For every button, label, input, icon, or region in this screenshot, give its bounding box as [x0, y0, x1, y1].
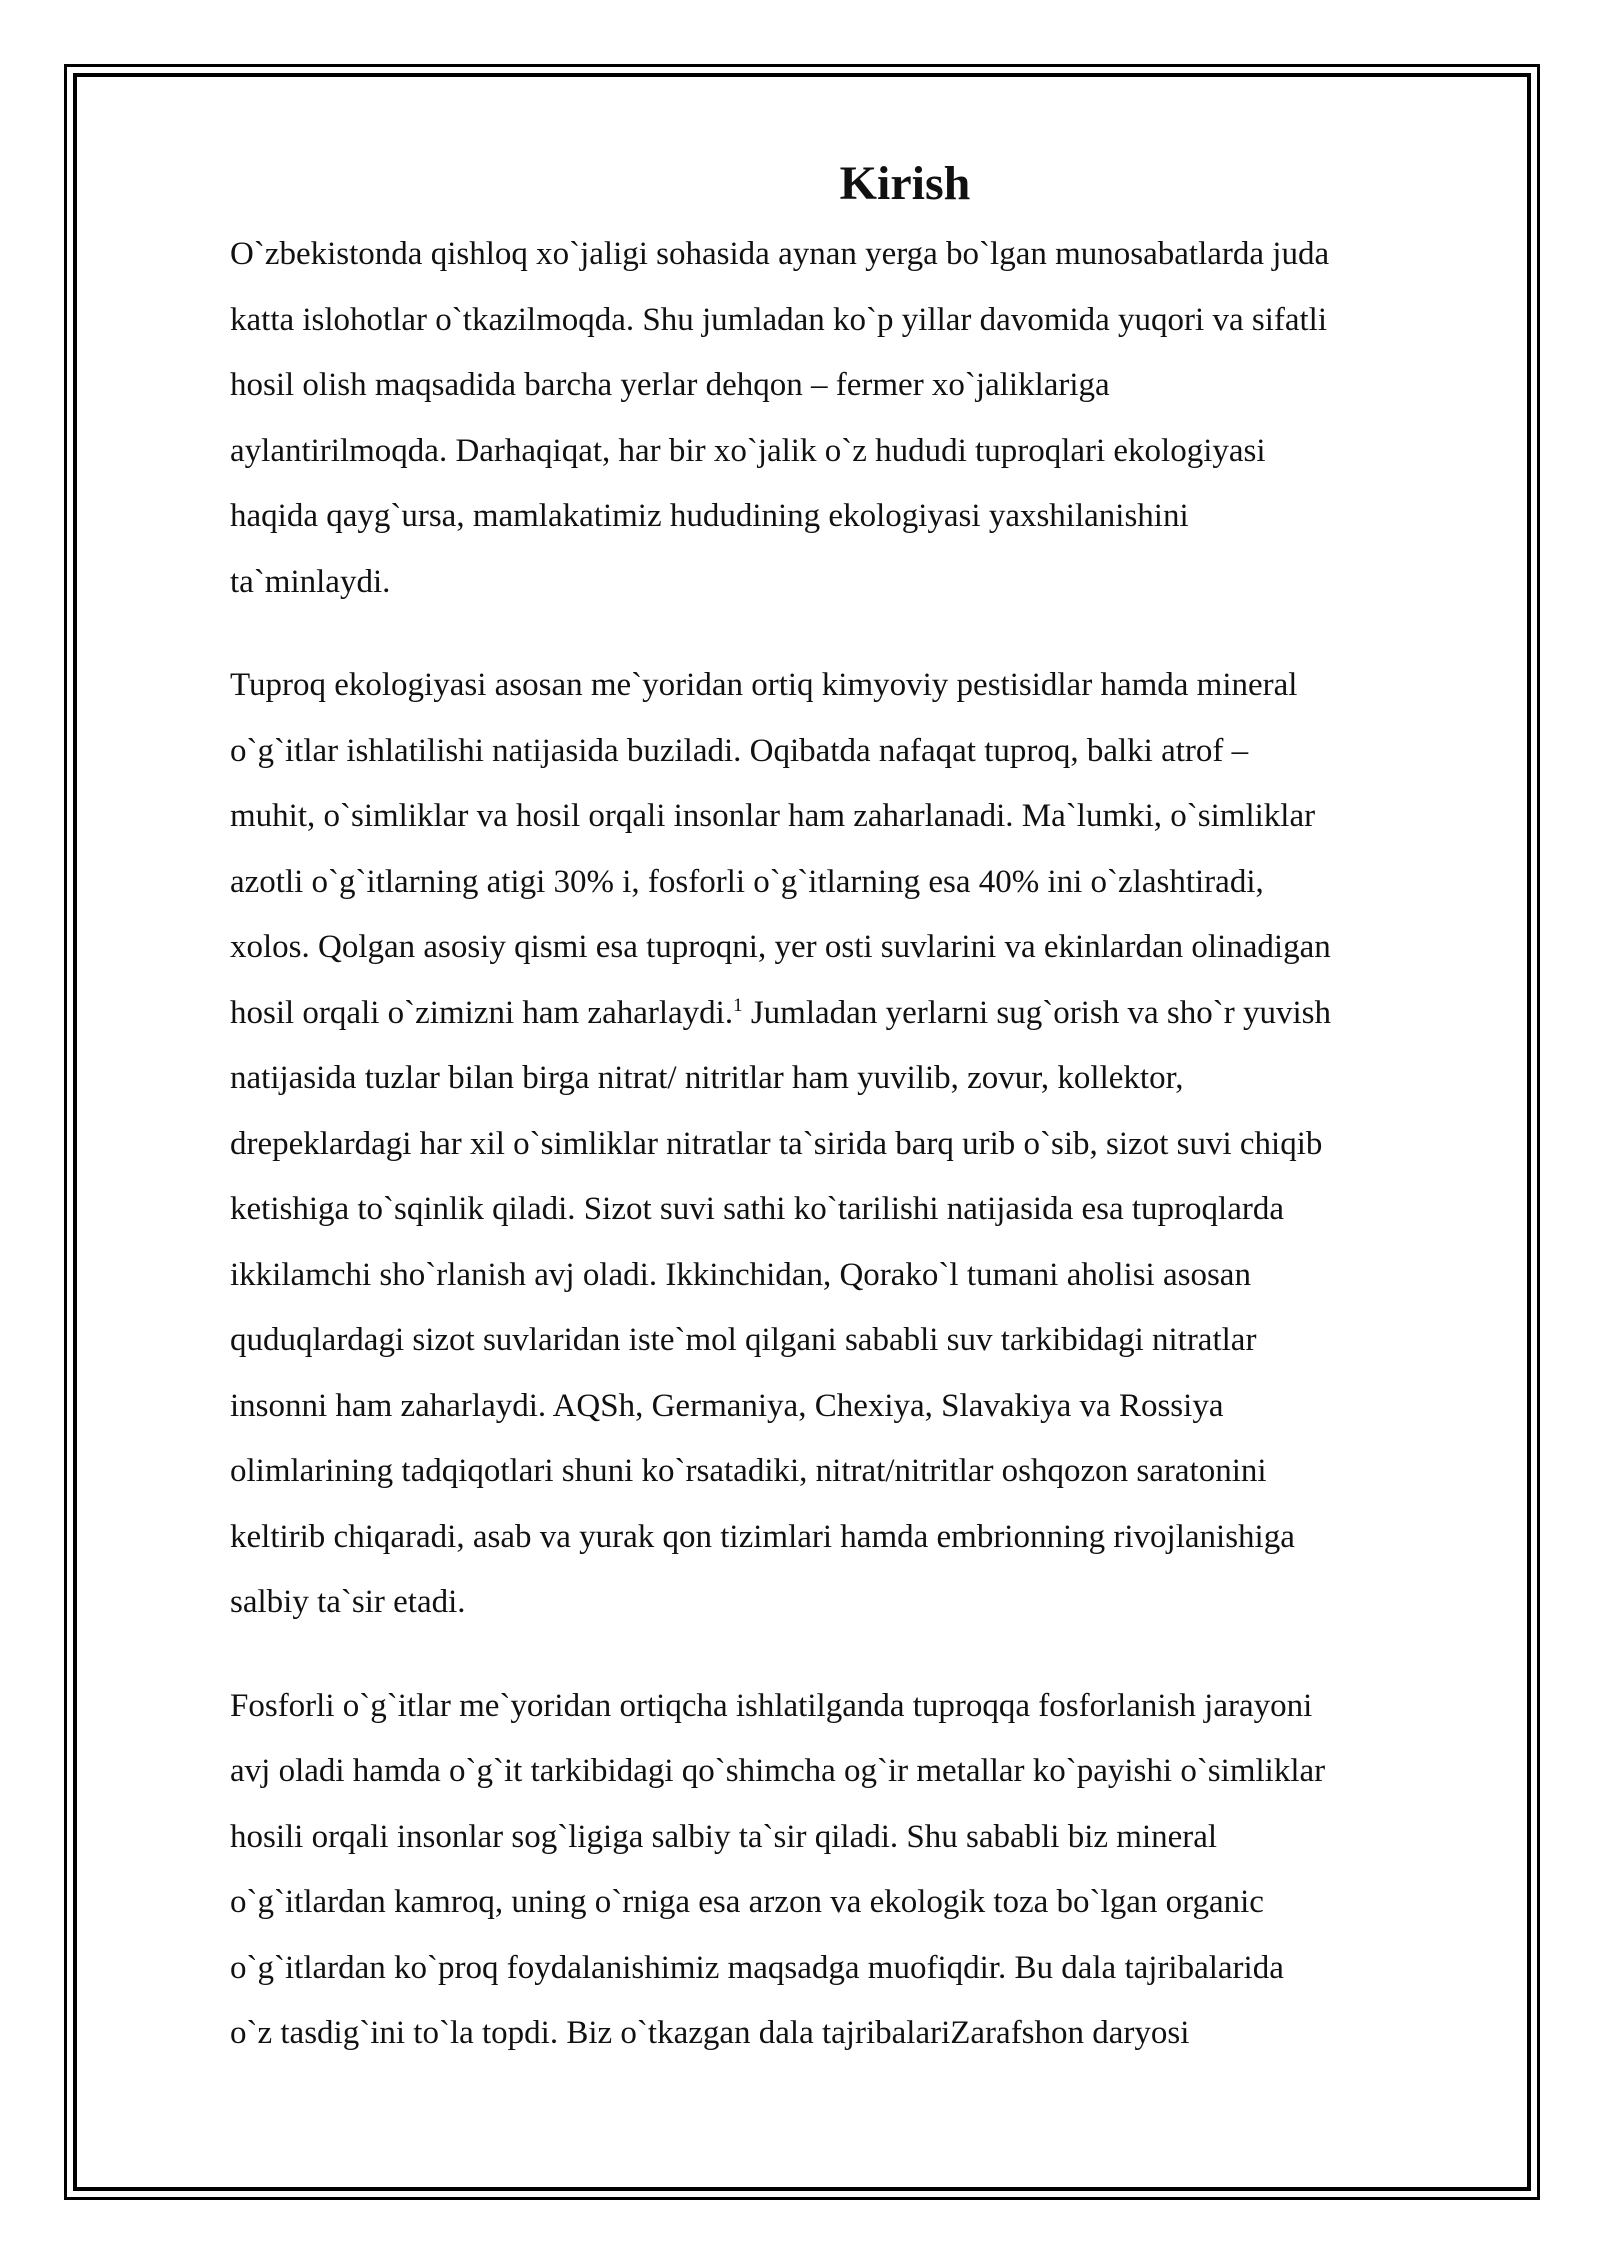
text-line: xolos. Qolgan asosiy qismi esa tuproqni, yer osti suvlarini va ekinlardan olinadigan — [230, 929, 1331, 965]
text-line: o`g`itlardan ko`proq foydalanishimiz maqsadga muofiqdir. Bu dala tajribalarida — [230, 1949, 1284, 1986]
text-line: o`z tasdig`ini to`la topdi. Biz o`tkazgan dala tajribalariZarafshon daryosi — [230, 2015, 1190, 2051]
text-line: muhit, o`simliklar va hosil orqali insonlar ham zaharlanadi. Ma`lumki, o`simliklar — [230, 798, 1316, 834]
document-body — [230, 148, 1500, 2105]
text-line: insonni ham zaharlaydi. AQSh, Germaniya, Chexiya, Slavakiya va Rossiya — [230, 1387, 1224, 1424]
text-segment: hosil orqali o`zimizni ham zaharlaydi. — [230, 994, 734, 1031]
text-line: salbiy ta`sir etadi. — [230, 1584, 466, 1620]
text-line: natijasida tuzlar bilan birga nitrat/ nitritlar ham yuvilib, zovur, kollektor, — [230, 1060, 1184, 1096]
text-line: olimlarining tadqiqotlari shuni ko`rsatadiki, nitrat/nitritlar oshqozon saratonini — [230, 1453, 1267, 1489]
footnote-marker[interactable]: 1 — [733, 994, 743, 1016]
text-line: o`g`itlardan kamroq, uning o`rniga esa arzon va ekologik toza bo`lgan organic — [230, 1884, 1264, 1920]
text-line-with-footnote — [230, 981, 1500, 1047]
text-line: Tuproq ekologiyasi asosan me`yoridan ortiq kimyoviy pestisidlar hamda mineral — [230, 667, 1298, 703]
text-line: azotli o`g`itlarning atigi 30% i, fosforli o`g`itlarning esa 40% ini o`zlashtiradi, — [230, 863, 1264, 900]
text-segment: Jumladan yerlarni sug`orish va sho`r yuvish — [742, 994, 1331, 1031]
text-line: katta islohotlar o`tkazilmoqda. Shu jumladan ko`p yillar davomida yuqori va sifatli — [230, 301, 1328, 338]
paragraph-1 — [230, 222, 1500, 615]
text-line: keltirib chiqaradi, asab va yurak qon tizimlari hamda embrionning rivojlanishiga — [230, 1518, 1295, 1555]
text-line: ketishiga to`sqinlik qiladi. Sizot suvi sathi ko`tarilishi natijasida esa tuproqlarda — [230, 1191, 1284, 1227]
text-line: drepeklardagi har xil o`simliklar nitratlar ta`sirida barq urib o`sib, sizot suvi chiqib — [230, 1125, 1323, 1162]
text-line: o`g`itlar ishlatilishi natijasida buziladi. Oqibatda nafaqat tuproq, balki atrof – — [230, 732, 1249, 769]
paragraph-3 — [230, 1674, 1500, 2067]
text-line: avj oladi hamda o`g`it tarkibidagi qo`shimcha og`ir metallar ko`payishi o`simliklar — [230, 1753, 1326, 1789]
text-line: haqida qayg`ursa, mamlakatimiz hududining ekologiyasi yaxshilanishini — [230, 498, 1189, 534]
text-line: quduqlardagi sizot suvlaridan iste`mol qilgani sababli suv tarkibidagi nitratlar — [230, 1322, 1257, 1358]
page-title: Kirish — [839, 157, 971, 210]
text-line: ikkilamchi sho`rlanish avj oladi. Ikkinchidan, Qorako`l tumani aholisi asosan — [230, 1256, 1251, 1293]
text-line: O`zbekistonda qishloq xo`jaligi sohasida aynan yerga bo`lgan munosabatlarda juda — [230, 236, 1330, 272]
text-line: aylantirilmoqda. Darhaqiqat, har bir xo`jalik o`z hududi tuproqlari ekologiyasi — [230, 432, 1266, 469]
text-line: ta`minlaydi. — [230, 563, 391, 600]
text-line: hosili orqali insonlar sog`ligiga salbiy ta`sir qiladi. Shu sababli biz mineral — [230, 1818, 1218, 1855]
paragraph-2 — [230, 653, 1500, 1636]
text-line: Fosforli o`g`itlar me`yoridan ortiqcha ishlatilganda tuproqqa fosforlanish jarayoni — [230, 1687, 1313, 1724]
text-line: hosil olish maqsadida barcha yerlar dehqon – fermer xo`jaliklariga — [230, 367, 1110, 403]
